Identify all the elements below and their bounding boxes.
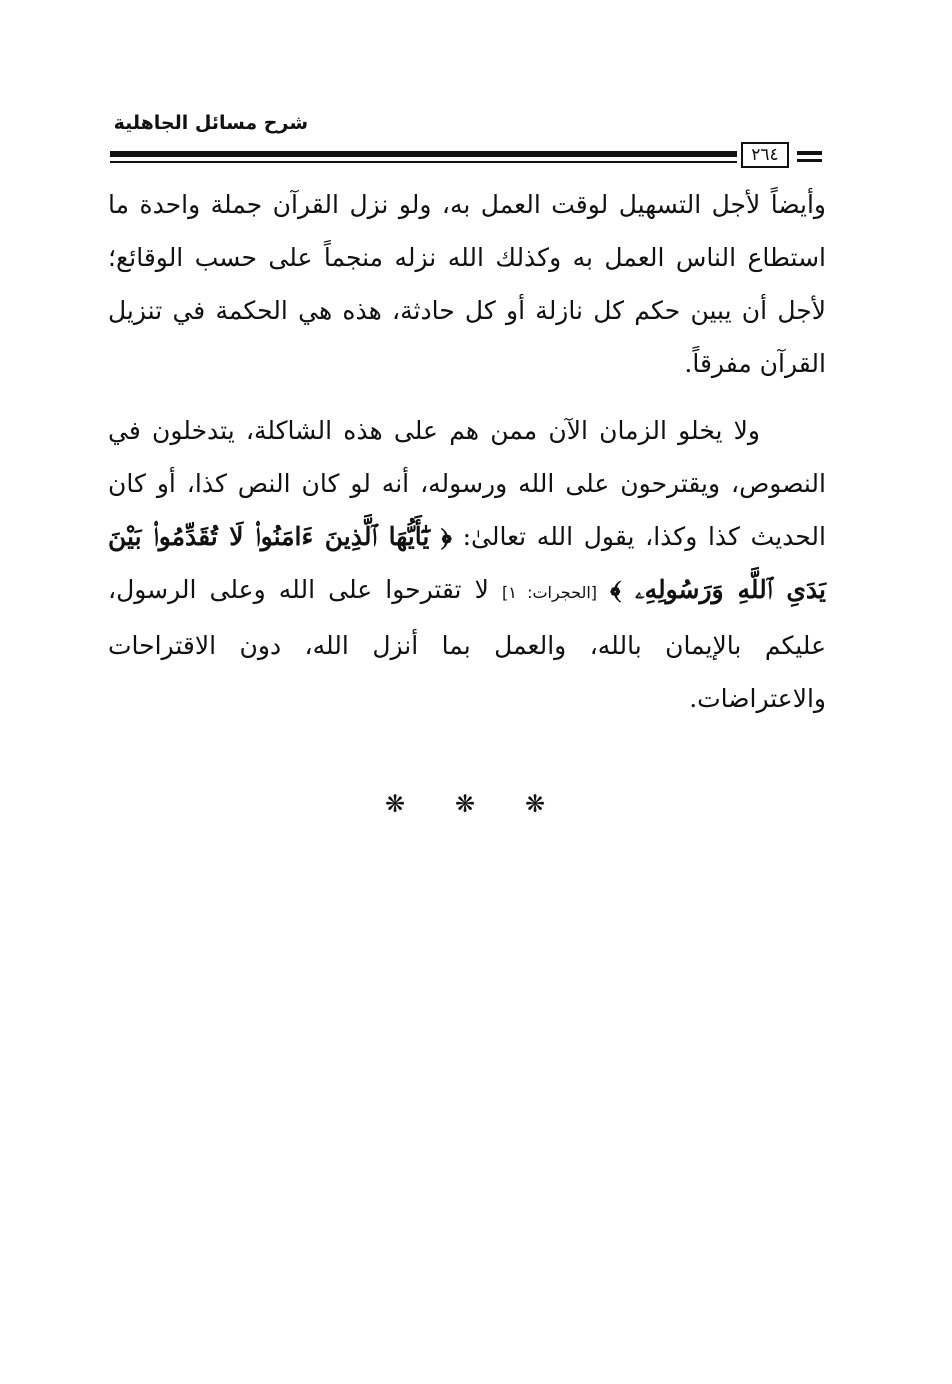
paragraph-1: وأيضاً لأجل التسهيل لوقت العمل به، ولو نزل القرآن جملة واحدة ما استطاع الناس العمل به وكذلك الله نزله منجماً على حسب الوقائع؛ لأجل أن يبين حكم كل نازلة أو كل حادثة، هذه هي الحكمة في تنزيل القرآن مفرقاً. [108,190,826,378]
header-rule-short-top [797,151,822,155]
header-rule-thin [110,161,737,163]
paragraph-2 [108,404,826,725]
paragraph-2-intro: ولا يخلو الزمان الآن ممن هم على هذه الشاكلة، يتدخلون في النصوص، ويقترحون على الله ورسوله، أنه لو كان النص كذا، أو كان الحديث كذا وكذا، يقول الله تعالىٰ: [108,416,826,551]
star-ornament-icon: ❋ [384,790,406,818]
page-number-box [741,142,789,168]
quran-verse: ﴿ يَٰٓأَيُّهَا ٱلَّذِينَ ءَامَنُوا۟ لَا تُقَدِّمُوا۟ بَيْنَ يَدَىِ ٱللَّهِ وَرَسُولِهِۦ ﴾ [108,522,827,604]
verse-citation: [الحجرات: ١] [501,583,598,602]
running-title: شرح مسائل الجاهلية [113,112,308,134]
section-separator [380,790,550,818]
star-ornament-icon: ❋ [524,790,546,818]
header-rule-thick [110,151,737,157]
paragraph-2-end: لا تقترحوا على الله وعلى الرسول، عليكم بالإيمان بالله، والعمل بما أنزل الله، دون الاقتراحات والاعتراضات. [108,575,826,713]
page-number: ٢٦٤ [751,145,779,165]
star-ornament-icon: ❋ [454,790,476,818]
header-rule-short-bottom [797,159,822,162]
